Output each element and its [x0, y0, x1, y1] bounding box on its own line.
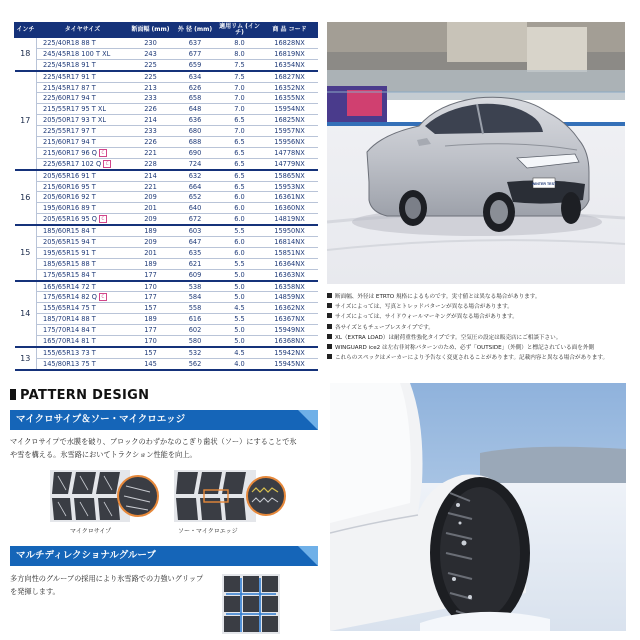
product-code-cell: 15865NX — [262, 170, 318, 181]
inch-cell: 18 — [15, 38, 37, 71]
tire-size-text: 195/65R15 91 T — [43, 248, 96, 257]
corner-triangle-icon — [298, 410, 318, 430]
table-row — [15, 126, 318, 137]
tire-size-text: 205/60R16 92 T — [43, 193, 96, 202]
rim-cell: 5.5 — [218, 314, 262, 325]
outer-diameter-cell: 664 — [173, 181, 218, 192]
tire-size-text: 185/70R14 88 T — [43, 315, 96, 324]
note-item — [327, 292, 632, 302]
rim-cell: 7.5 — [218, 71, 262, 82]
rim-cell: 5.5 — [218, 225, 262, 236]
width-cell: 145 — [129, 358, 173, 369]
outer-diameter-cell: 648 — [173, 104, 218, 115]
table-row — [15, 115, 318, 126]
width-cell: 189 — [129, 314, 173, 325]
note-item — [327, 333, 632, 343]
product-code-cell: 14859NX — [262, 292, 318, 303]
table-row — [15, 137, 318, 148]
table-row — [15, 292, 318, 303]
size-cell — [37, 358, 129, 369]
rim-cell: 7.0 — [218, 104, 262, 115]
saw-micro-edge-tread-image — [174, 470, 286, 522]
width-cell: 214 — [129, 115, 173, 126]
header-outer-diameter: 外 径 (mm) — [173, 23, 218, 38]
table-row — [15, 281, 318, 292]
pattern-design-title — [10, 388, 149, 403]
tire-size-text: 175/65R15 84 T — [43, 270, 96, 279]
groove-desc-line: 多方向性のグルーブの採用により氷雪路での力強いグリップ — [10, 574, 204, 583]
bullet-square-icon — [327, 293, 332, 298]
table-row — [15, 237, 318, 248]
size-cell — [37, 126, 129, 137]
header-width: 断面幅 (mm) — [129, 23, 173, 38]
outer-diameter-cell: 647 — [173, 237, 218, 248]
rim-cell: 4.5 — [218, 303, 262, 314]
outer-diameter-cell: 626 — [173, 82, 218, 93]
width-cell: 230 — [129, 38, 173, 49]
product-code-cell: 16362NX — [262, 303, 318, 314]
tire-snow-svg — [330, 383, 626, 631]
note-text: サイズによっては、写真とトレッドパターンが異なる場合があります。 — [335, 304, 513, 311]
size-cell — [37, 269, 129, 280]
product-code-cell: 15957NX — [262, 126, 318, 137]
studless-badge-icon: C — [103, 160, 111, 168]
product-code-cell: 16363NX — [262, 269, 318, 280]
product-code-cell: 16361NX — [262, 192, 318, 203]
product-code-cell: 16352NX — [262, 82, 318, 93]
rim-cell: 6.0 — [218, 203, 262, 214]
micro-sipe-description — [10, 435, 310, 461]
product-code-cell: 15956NX — [262, 137, 318, 148]
width-cell: 226 — [129, 104, 173, 115]
note-text: XL（EXTRA LOAD）は耐荷重性強化タイプです。空気圧の設定は販売店にご相談下さい。 — [335, 334, 562, 341]
width-cell: 157 — [129, 303, 173, 314]
inch-cell: 16 — [15, 170, 37, 225]
rim-cell: 6.0 — [218, 247, 262, 258]
width-cell: 214 — [129, 170, 173, 181]
outer-diameter-cell: 609 — [173, 269, 218, 280]
table-row — [15, 214, 318, 225]
outer-diameter-cell: 636 — [173, 115, 218, 126]
width-cell: 189 — [129, 258, 173, 269]
width-cell: 225 — [129, 59, 173, 70]
outer-diameter-cell: 635 — [173, 247, 218, 258]
size-cell — [37, 48, 129, 59]
note-item — [327, 312, 632, 322]
table-row — [15, 147, 318, 158]
micro-sipe-desc-line: マイクロサイプで水膜を破り、ブロックのわずかなのこぎり歯状（ソー）にすることで氷 — [10, 437, 297, 446]
bullet-square-icon — [327, 334, 332, 339]
size-cell — [37, 181, 129, 192]
micro-sipe-desc-line: や雪を構える。氷雪路においてトラクション性能を向上。 — [10, 450, 197, 459]
width-cell: 170 — [129, 281, 173, 292]
product-code-cell: 14778NX — [262, 147, 318, 158]
product-code-cell: 15954NX — [262, 104, 318, 115]
product-code-cell: 15949NX — [262, 325, 318, 336]
size-cell — [37, 203, 129, 214]
product-code-cell: 14819NX — [262, 214, 318, 225]
note-text: サイズによっては、サイドウォールマーキングが異なる場合があります。 — [335, 314, 518, 321]
product-code-cell: 16354NX — [262, 59, 318, 70]
rim-cell: 5.0 — [218, 281, 262, 292]
rim-cell: 6.5 — [218, 137, 262, 148]
groove-tread-image — [222, 574, 280, 634]
rim-cell: 5.5 — [218, 258, 262, 269]
outer-diameter-cell: 672 — [173, 214, 218, 225]
inch-cell: 15 — [15, 225, 37, 280]
product-code-cell: 15942NX — [262, 347, 318, 358]
outer-diameter-cell: 562 — [173, 358, 218, 369]
tire-size-text: 165/65R14 72 T — [43, 282, 96, 291]
studless-badge-icon: C — [99, 215, 107, 223]
outer-diameter-cell: 584 — [173, 292, 218, 303]
table-row — [15, 247, 318, 258]
size-cell — [37, 59, 129, 70]
table-row — [15, 303, 318, 314]
micro-sipe-caption: マイクロサイプ — [70, 528, 112, 535]
header-size: タイヤサイズ — [37, 23, 129, 38]
size-cell — [37, 71, 129, 82]
width-cell: 225 — [129, 71, 173, 82]
table-body — [15, 38, 318, 370]
rim-cell: 7.0 — [218, 82, 262, 93]
tire-size-text: 215/60R17 96 Q — [43, 148, 97, 157]
outer-diameter-cell: 616 — [173, 314, 218, 325]
tire-size-text: 155/65R14 75 T — [43, 304, 96, 313]
tire-size-text: 225/65R17 102 Q — [43, 159, 102, 168]
table-header-row — [15, 23, 318, 38]
tire-size-text: 205/50R17 93 T XL — [43, 116, 107, 125]
rim-cell: 7.0 — [218, 93, 262, 104]
outer-diameter-cell: 580 — [173, 336, 218, 347]
outer-diameter-cell: 688 — [173, 137, 218, 148]
table-row — [15, 269, 318, 280]
product-code-cell: 16825NX — [262, 115, 318, 126]
product-code-cell: 15953NX — [262, 181, 318, 192]
rim-cell: 8.0 — [218, 38, 262, 49]
groove-desc-line: を発揮します。 — [10, 587, 60, 596]
tire-size-text: 205/65R15 94 T — [43, 237, 96, 246]
table-row — [15, 258, 318, 269]
outer-diameter-cell: 532 — [173, 347, 218, 358]
product-code-cell: 15950NX — [262, 225, 318, 236]
tire-size-text: 185/65R15 88 T — [43, 259, 96, 268]
tire-size-text: 225/40R18 88 T — [43, 38, 96, 47]
outer-diameter-cell: 538 — [173, 281, 218, 292]
size-cell — [37, 170, 129, 181]
rim-cell: 8.0 — [218, 48, 262, 59]
studless-badge-icon: C — [99, 293, 107, 301]
width-cell: 177 — [129, 325, 173, 336]
header-inch: インチ — [15, 23, 37, 38]
groove-heading-text: マルチディレクショナルグルーブ — [16, 550, 156, 561]
width-cell: 177 — [129, 269, 173, 280]
tire-size-text: 225/45R18 91 T — [43, 60, 96, 69]
table-row — [15, 71, 318, 82]
rim-cell: 6.5 — [218, 170, 262, 181]
outer-diameter-cell: 632 — [173, 170, 218, 181]
table-row — [15, 82, 318, 93]
outer-diameter-cell: 658 — [173, 93, 218, 104]
table-row — [15, 104, 318, 115]
outer-diameter-cell: 603 — [173, 225, 218, 236]
rim-cell: 7.0 — [218, 126, 262, 137]
size-cell — [37, 237, 129, 248]
product-code-cell: 16364NX — [262, 258, 318, 269]
micro-sipe-heading-text: マイクロサイプ＆ソー・マイクロエッジ — [16, 414, 186, 425]
table-row — [15, 181, 318, 192]
tire-size-text: 195/60R16 89 T — [43, 204, 96, 213]
inch-cell: 17 — [15, 71, 37, 170]
tire-size-text: 165/70R14 81 T — [43, 336, 96, 345]
size-cell — [37, 93, 129, 104]
tire-size-text: 155/65R13 73 T — [43, 348, 96, 357]
tire-size-text: 145/80R13 75 T — [43, 359, 96, 368]
size-cell — [37, 336, 129, 347]
tire-size-text: 215/55R17 95 T XL — [43, 105, 107, 114]
note-text: これらのスペックはメーカーにより予告なく変更されることがあります。記載内容と異なる場合があります。 — [335, 355, 609, 362]
outer-diameter-cell: 680 — [173, 126, 218, 137]
inch-cell: 14 — [15, 281, 37, 347]
tire-size-text: 205/65R16 91 T — [43, 171, 96, 180]
tire-size-text: 175/70R14 84 T — [43, 326, 96, 335]
size-cell — [37, 281, 129, 292]
rim-cell: 6.5 — [218, 115, 262, 126]
tire-size-text: 225/60R17 94 T — [43, 94, 96, 103]
product-code-cell: 16819NX — [262, 48, 318, 59]
note-item — [327, 343, 632, 353]
car-on-ice-photo — [327, 22, 625, 284]
size-cell — [37, 347, 129, 358]
product-code-cell: 15851NX — [262, 247, 318, 258]
size-cell — [37, 115, 129, 126]
table-row — [15, 325, 318, 336]
rim-cell: 6.5 — [218, 158, 262, 169]
tire-size-text: 215/45R17 87 T — [43, 83, 96, 92]
table-row — [15, 170, 318, 181]
note-text: 各サイズともチューブレスタイプです。 — [335, 324, 434, 331]
studless-badge-icon: C — [99, 149, 107, 157]
width-cell: 201 — [129, 247, 173, 258]
size-cell — [37, 258, 129, 269]
size-cell — [37, 38, 129, 49]
product-code-cell: 14779NX — [262, 158, 318, 169]
rim-cell: 6.5 — [218, 147, 262, 158]
width-cell: 228 — [129, 158, 173, 169]
rim-cell: 6.0 — [218, 237, 262, 248]
tire-spec-table — [14, 22, 318, 371]
outer-diameter-cell: 652 — [173, 192, 218, 203]
table-row — [15, 192, 318, 203]
outer-diameter-cell: 558 — [173, 303, 218, 314]
table-row — [15, 225, 318, 236]
tire-size-text: 215/60R16 95 T — [43, 182, 96, 191]
tire-size-text: 245/45R18 100 T XL — [43, 49, 111, 58]
width-cell: 189 — [129, 225, 173, 236]
product-code-cell: 15945NX — [262, 358, 318, 369]
outer-diameter-cell: 621 — [173, 258, 218, 269]
note-text: WINGUARD ice2 は左右非対称パターンのため、必ず「OUTSIDE」（外側）と標記されている面を外側 — [335, 345, 595, 352]
width-cell: 209 — [129, 237, 173, 248]
license-plate-text: WINTER TEST — [531, 182, 557, 186]
rim-cell: 5.0 — [218, 325, 262, 336]
width-cell: 170 — [129, 336, 173, 347]
width-cell: 233 — [129, 126, 173, 137]
pattern-design-title-text: PATTERN DESIGN — [20, 388, 150, 403]
outer-diameter-cell: 677 — [173, 48, 218, 59]
product-code-cell: 16358NX — [262, 281, 318, 292]
micro-sipe-tread-image — [50, 470, 160, 522]
size-cell — [37, 158, 129, 169]
spec-notes — [327, 292, 632, 363]
width-cell: 221 — [129, 181, 173, 192]
width-cell: 177 — [129, 292, 173, 303]
header-code: 商 品 コード — [262, 23, 318, 38]
bullet-square-icon — [327, 344, 332, 349]
product-code-cell: 16355NX — [262, 93, 318, 104]
multi-directional-groove-heading — [10, 546, 318, 566]
outer-diameter-cell: 659 — [173, 59, 218, 70]
size-cell — [37, 247, 129, 258]
size-cell — [37, 147, 129, 158]
table-row — [15, 203, 318, 214]
table-row — [15, 93, 318, 104]
table-row — [15, 158, 318, 169]
outer-diameter-cell: 690 — [173, 147, 218, 158]
size-cell — [37, 104, 129, 115]
outer-diameter-cell: 640 — [173, 203, 218, 214]
rim-cell: 7.5 — [218, 59, 262, 70]
rim-cell: 5.0 — [218, 292, 262, 303]
width-cell: 213 — [129, 82, 173, 93]
rim-cell: 4.5 — [218, 347, 262, 358]
outer-diameter-cell: 634 — [173, 71, 218, 82]
table-row — [15, 38, 318, 49]
size-cell — [37, 137, 129, 148]
micro-sipe-heading — [10, 410, 318, 430]
note-text: 断面幅、外径は ETRTO 規格によるものです。実寸値とは異なる場合があります。 — [335, 294, 541, 300]
outer-diameter-cell: 637 — [173, 38, 218, 49]
table-row — [15, 48, 318, 59]
product-code-cell: 16814NX — [262, 237, 318, 248]
table-row — [15, 358, 318, 369]
product-code-cell: 16367NX — [262, 314, 318, 325]
tire-size-text: 225/45R17 91 T — [43, 72, 96, 81]
tire-size-text: 225/55R17 97 T — [43, 127, 96, 136]
width-cell: 226 — [129, 137, 173, 148]
note-item — [327, 323, 632, 333]
product-code-cell: 16827NX — [262, 71, 318, 82]
size-cell — [37, 225, 129, 236]
table-row — [15, 59, 318, 70]
tire-size-text: 175/65R14 82 Q — [43, 293, 97, 302]
width-cell: 209 — [129, 214, 173, 225]
width-cell: 221 — [129, 147, 173, 158]
size-cell — [37, 303, 129, 314]
rim-cell: 6.0 — [218, 214, 262, 225]
corner-triangle-icon — [298, 546, 318, 566]
size-cell — [37, 214, 129, 225]
tire-in-snow-photo — [330, 383, 626, 631]
tire-size-text: 185/60R15 84 T — [43, 227, 96, 236]
rim-cell: 6.5 — [218, 181, 262, 192]
bullet-square-icon — [327, 324, 332, 329]
rim-cell: 4.0 — [218, 358, 262, 369]
table-row — [15, 336, 318, 347]
width-cell: 243 — [129, 48, 173, 59]
size-cell — [37, 325, 129, 336]
header-rim: 適用リム (インチ) — [219, 23, 260, 36]
saw-micro-edge-caption: ソー・マイクロエッジ — [178, 528, 238, 535]
product-code-cell: 16360NX — [262, 203, 318, 214]
width-cell: 201 — [129, 203, 173, 214]
title-bar-icon — [10, 389, 16, 400]
product-code-cell: 16828NX — [262, 38, 318, 49]
table-row — [15, 314, 318, 325]
tire-size-text: 205/65R16 95 Q — [43, 215, 97, 224]
bullet-square-icon — [327, 354, 332, 359]
tire-size-text: 215/60R17 94 T — [43, 137, 96, 146]
rim-cell: 6.0 — [218, 192, 262, 203]
outer-diameter-cell: 602 — [173, 325, 218, 336]
size-cell — [37, 82, 129, 93]
bullet-square-icon — [327, 303, 332, 308]
width-cell: 157 — [129, 347, 173, 358]
product-code-cell: 16368NX — [262, 336, 318, 347]
width-cell: 209 — [129, 192, 173, 203]
size-cell — [37, 314, 129, 325]
rim-cell: 5.0 — [218, 336, 262, 347]
inch-cell: 13 — [15, 347, 37, 370]
table-row — [15, 347, 318, 358]
rim-cell: 5.0 — [218, 269, 262, 280]
width-cell: 233 — [129, 93, 173, 104]
size-cell — [37, 292, 129, 303]
bullet-square-icon — [327, 313, 332, 318]
car-photo-svg — [327, 22, 625, 284]
size-cell — [37, 192, 129, 203]
note-item — [327, 353, 632, 363]
note-item — [327, 302, 632, 312]
outer-diameter-cell: 724 — [173, 158, 218, 169]
